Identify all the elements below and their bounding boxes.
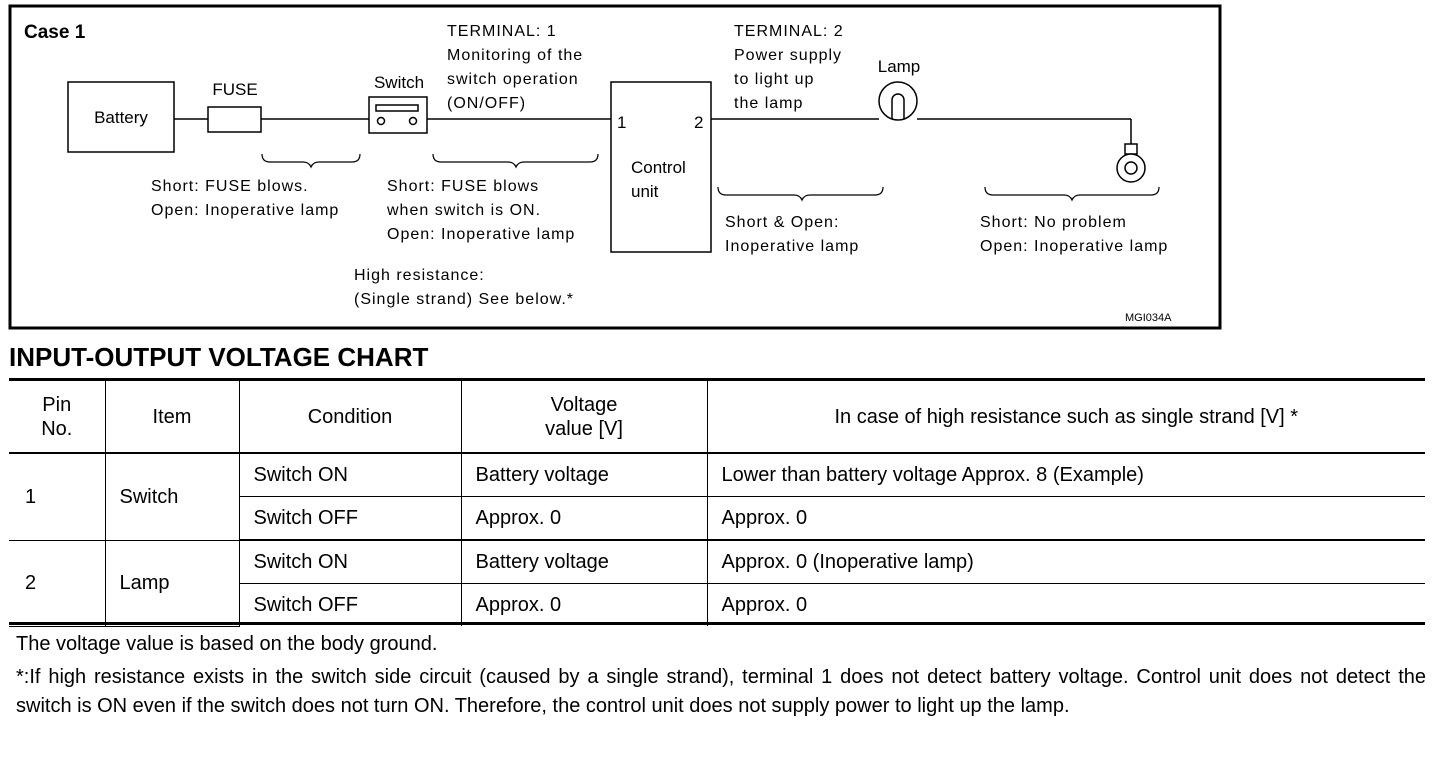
high-resistance-cell: Lower than battery voltage Approx. 8 (Example) — [707, 453, 1425, 497]
brace-switch-wire — [433, 154, 598, 167]
control-unit-label-1: Control — [631, 158, 686, 177]
header-pin: Pin No. — [9, 381, 105, 453]
note-switch-wire: Short: FUSE blows when switch is ON. Open: Inoperative lamp — [387, 178, 576, 243]
header-condition: Condition — [239, 381, 461, 453]
switch-contact-left — [378, 118, 385, 125]
terminal-1-text: TERMINAL: 1 Monitoring of the switch operation (ON/OFF) — [447, 23, 584, 112]
voltage-cell: Approx. 0 — [461, 584, 707, 627]
item-cell: Lamp — [105, 540, 239, 626]
note-high-resistance: High resistance: (Single strand) See below.* — [354, 267, 574, 308]
notes — [16, 630, 1426, 721]
brace-lamp-wire — [718, 187, 883, 200]
brace-ground-wire — [985, 187, 1159, 200]
footnote: *:If high resistance exists in the switch side circuit (caused by a single strand), terminal 1 does not detect battery voltage. Control unit does not detect the switch is ON even if the switch does not turn ON. Therefore, the control unit does not supply power to light up the lamp. — [16, 666, 1426, 717]
table-row — [9, 453, 1425, 497]
header-voltage: Voltage value [V] — [461, 381, 707, 453]
brace-fuse-wire — [262, 154, 360, 167]
fuse-label: FUSE — [212, 80, 258, 99]
note-ground-wire: Short: No problem Open: Inoperative lamp — [980, 214, 1169, 255]
switch-contact-right — [410, 118, 417, 125]
high-resistance-cell: Approx. 0 (Inoperative lamp) — [707, 540, 1425, 584]
table-header-row — [9, 381, 1425, 453]
switch-label: Switch — [373, 73, 425, 92]
voltage-table — [9, 381, 1425, 627]
note-lamp-wire: Short & Open: Inoperative lamp — [725, 214, 860, 255]
voltage-cell: Battery voltage — [461, 453, 707, 497]
ground-symbol-inner — [1125, 162, 1137, 174]
fuse-symbol — [208, 107, 261, 132]
pin-cell: 2 — [9, 540, 105, 626]
condition-cell: Switch OFF — [239, 497, 461, 541]
table-row — [9, 540, 1425, 584]
battery-label: Battery — [94, 108, 148, 127]
note-fuse-wire: Short: FUSE blows. Open: Inoperative lamp — [151, 178, 340, 219]
pin-2-label: 2 — [694, 113, 704, 132]
ground-connector — [1125, 144, 1137, 154]
condition-cell: Switch ON — [239, 453, 461, 497]
high-resistance-cell: Approx. 0 — [707, 497, 1425, 541]
circuit-diagram — [0, 0, 1456, 340]
table-bottom-rule — [9, 622, 1425, 625]
control-unit-label-2: unit — [631, 182, 659, 201]
switch-symbol — [369, 97, 427, 133]
chart-title: INPUT-OUTPUT VOLTAGE CHART — [9, 342, 429, 372]
condition-cell: Switch ON — [239, 540, 461, 584]
lamp-label: Lamp — [877, 57, 921, 76]
header-item: Item — [105, 381, 239, 453]
case-label: Case 1 — [24, 22, 86, 43]
figure-code: MGI034A — [1125, 312, 1172, 324]
terminal-2-text: TERMINAL: 2 Power supply to light up the lamp — [734, 23, 844, 112]
high-resistance-cell: Approx. 0 — [707, 584, 1425, 627]
switch-bar — [376, 105, 418, 111]
basis-note: The voltage value is based on the body ground. — [16, 633, 438, 655]
item-cell: Switch — [105, 453, 239, 540]
condition-cell: Switch OFF — [239, 584, 461, 627]
pin-cell: 1 — [9, 453, 105, 540]
voltage-cell: Battery voltage — [461, 540, 707, 584]
voltage-cell: Approx. 0 — [461, 497, 707, 541]
header-high-resistance: In case of high resistance such as single strand [V] * — [707, 381, 1425, 453]
lamp-symbol — [879, 82, 917, 120]
pin-1-label: 1 — [617, 113, 627, 132]
